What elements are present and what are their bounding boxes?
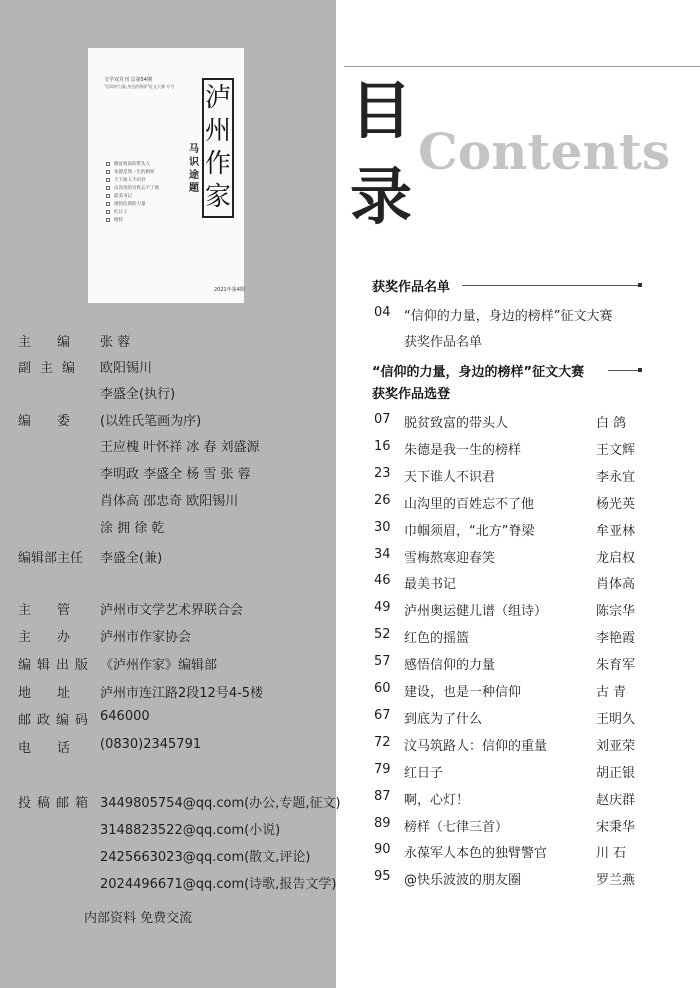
toc-entry-title[interactable]: 红色的摇篮	[404, 631, 470, 646]
chief-editor-label: 主编	[18, 335, 97, 350]
cover-title-char: 州	[204, 116, 231, 146]
toc-entry-title[interactable]: 脱贫致富的带头人	[404, 416, 509, 431]
address-label: 地址	[18, 686, 97, 701]
cover-list-item: 红日子	[106, 208, 186, 216]
checkbox-square-icon	[106, 162, 110, 166]
toc-page-number: 07	[374, 412, 391, 427]
email-address[interactable]: 3148823522@qq.com(小说)	[100, 823, 281, 838]
phone-label: 电话	[18, 741, 97, 756]
checkbox-square-icon	[106, 210, 110, 214]
cover-list-item: 天下谁人不识君	[106, 176, 186, 184]
toc-page-number: 23	[374, 466, 391, 481]
section-rule	[462, 285, 638, 286]
sponsor-value: 泸州市作家协会	[100, 630, 192, 645]
toc-page-number: 49	[374, 600, 391, 615]
cover-list-item: 感悟信仰的力量	[106, 200, 186, 208]
cover-list-item: 朱德是我一生的榜样	[106, 168, 186, 176]
toc-entry-author: 李永宜	[596, 470, 636, 485]
toc-page-number: 46	[374, 573, 391, 588]
cover-list-item: 榜样	[106, 216, 186, 224]
committee-row: 王应槐 叶怀祥 冰 春 刘盛源	[100, 440, 260, 455]
checkbox-square-icon	[106, 178, 110, 182]
cover-title-char: 泸	[204, 83, 231, 113]
toc-page-number: 30	[374, 520, 391, 535]
cover-title-char: 作	[204, 149, 231, 179]
sponsor-label: 主办	[18, 630, 97, 645]
toc-page-number: 79	[374, 762, 391, 777]
toc-page-number: 52	[374, 627, 391, 642]
committee-row: 涂 拥 徐 乾	[100, 521, 165, 536]
committee-note: (以姓氏笔画为序)	[100, 414, 202, 429]
toc-entry-title[interactable]: 建设，也是一种信仰	[404, 685, 522, 700]
toc-entry-title[interactable]: @快乐波波的朋友圈	[404, 873, 522, 888]
circulation-note: 内部资料 免费交流	[84, 911, 193, 926]
checkbox-square-icon	[106, 218, 110, 222]
cover-issue-line: 文学双月刊 总第54期	[104, 77, 152, 83]
toc-title-char: 目	[350, 74, 413, 147]
toc-entry-author: 赵庆群	[596, 793, 636, 808]
toc-entry-title[interactable]: 朱德是我一生的榜样	[404, 443, 522, 458]
masthead-panel	[0, 0, 341, 988]
magazine-cover-image	[88, 48, 244, 303]
toc-entry-title[interactable]: “信仰的力量，身边的榜样”征文大赛	[404, 309, 613, 324]
deputy-editor-name: 欧阳锡川	[100, 361, 153, 376]
cover-issue-number: 2021年第4期	[214, 287, 245, 293]
toc-entry-title[interactable]: 永葆军人本色的独臂警官	[404, 846, 548, 861]
toc-page-number: 95	[374, 869, 391, 884]
toc-entry-title[interactable]: 山沟里的百姓忘不了他	[404, 497, 535, 512]
section-rule-dot	[638, 368, 642, 372]
toc-entry-author: 王明久	[596, 712, 636, 727]
toc-entry-title[interactable]: 啊，心灯！	[404, 793, 470, 808]
cover-list-item: 最美书记	[106, 192, 186, 200]
toc-page-number: 89	[374, 816, 391, 831]
email-address[interactable]: 2024496671@qq.com(诗歌,报告文学)	[100, 877, 337, 892]
toc-entry-author: 胡正银	[596, 766, 636, 781]
cover-title	[202, 78, 234, 218]
checkbox-square-icon	[106, 170, 110, 174]
toc-page-number: 04	[374, 305, 391, 320]
section-heading: 获奖作品选登	[372, 387, 451, 402]
checkbox-square-icon	[106, 186, 110, 190]
cover-contents-list	[106, 160, 186, 224]
toc-page-number: 57	[374, 654, 391, 669]
toc-entry-title[interactable]: 红日子	[404, 766, 444, 781]
toc-entry-author: 川 石	[596, 846, 627, 861]
top-rule	[344, 66, 700, 67]
committee-label: 编委	[18, 414, 97, 429]
cover-list-item: 山沟里的百姓忘不了他	[106, 184, 186, 192]
toc-entry-title[interactable]: 汶马筑路人：信仰的重量	[404, 739, 548, 754]
toc-page-number: 90	[374, 842, 391, 857]
toc-entry-title[interactable]: 巾帼须眉，“北方”脊梁	[404, 524, 535, 539]
section-rule	[608, 370, 638, 371]
toc-entry-author: 杨光英	[596, 497, 636, 512]
supervisor-value: 泸州市文学艺术界联合会	[100, 603, 244, 618]
cover-list-item: 脱贫致富的带头人	[106, 160, 186, 168]
toc-entry-title[interactable]: 雪梅熬寒迎春笑	[404, 551, 496, 566]
toc-entry-author: 朱育军	[596, 658, 636, 673]
toc-page-number: 87	[374, 789, 391, 804]
postcode-label: 邮政编码	[18, 713, 95, 728]
toc-entry-author: 王文辉	[596, 443, 636, 458]
section-heading: 获奖作品名单	[372, 280, 451, 295]
toc-entry-author: 李艳霞	[596, 631, 636, 646]
toc-entry-title[interactable]: 榜样（七律三首）	[404, 820, 509, 835]
toc-title-char: 录	[350, 160, 413, 233]
chief-editor-name: 张 蓉	[100, 335, 131, 350]
checkbox-square-icon	[106, 194, 110, 198]
toc-entry-title[interactable]: 泸州奥运健儿谱（组诗）	[404, 604, 548, 619]
toc-entry-author: 宋秉华	[596, 820, 636, 835]
toc-entry-author: 白 鸽	[596, 416, 627, 431]
toc-page-number: 72	[374, 735, 391, 750]
section-heading: “信仰的力量，身边的榜样”征文大赛	[372, 365, 585, 380]
toc-page-number: 60	[374, 681, 391, 696]
email-address[interactable]: 2425663023@qq.com(散文,评论)	[100, 850, 311, 865]
cover-subtitle-line: "信仰的力量,身边的榜样"征文大赛 专号	[104, 84, 175, 89]
toc-entry-author: 肖体高	[596, 577, 636, 592]
toc-entry-title[interactable]: 感悟信仰的力量	[404, 658, 496, 673]
address-value: 泸州市连江路2段12号4-5楼	[100, 686, 264, 701]
committee-row: 李明政 李盛全 杨 雪 张 蓉	[100, 467, 251, 482]
email-address[interactable]: 3449805754@qq.com(办公,专题,征文)	[100, 796, 341, 811]
toc-page-number: 26	[374, 493, 391, 508]
toc-page-number: 16	[374, 439, 391, 454]
toc-page-number: 67	[374, 708, 391, 723]
toc-entry-title[interactable]: 天下谁人不识君	[404, 470, 496, 485]
committee-row: 肖体高 邵忠奇 欧阳锡川	[100, 494, 239, 509]
postcode-value: 646000	[100, 709, 150, 724]
section-rule-dot	[638, 283, 642, 287]
office-director-name: 李盛全(兼)	[100, 551, 163, 566]
deputy-editor-label: 副主编	[18, 361, 85, 376]
toc-entry-title[interactable]: 获奖作品名单	[404, 335, 483, 350]
publisher-label: 编辑出版	[18, 658, 95, 673]
phone-value: (0830)2345791	[100, 737, 202, 752]
toc-entry-author: 刘亚荣	[596, 739, 636, 754]
checkbox-square-icon	[106, 202, 110, 206]
email-label: 投稿邮箱	[18, 796, 95, 811]
toc-entry-author: 陈宗华	[596, 604, 636, 619]
cover-calligraphy-signature: 马识途题	[189, 144, 199, 194]
supervisor-label: 主管	[18, 603, 97, 618]
toc-page-number: 34	[374, 547, 391, 562]
toc-entry-title[interactable]: 最美书记	[404, 577, 457, 592]
publisher-value: 《泸州作家》编辑部	[100, 658, 218, 673]
toc-entry-title[interactable]: 到底为了什么	[404, 712, 483, 727]
contents-heading: Contents	[418, 122, 671, 181]
toc-entry-author: 龙启权	[596, 551, 636, 566]
toc-entry-author: 古 青	[596, 685, 627, 700]
cover-title-char: 家	[204, 182, 231, 212]
toc-entry-author: 牟亚林	[596, 524, 636, 539]
office-director-label: 编辑部主任	[18, 551, 84, 566]
deputy-editor-name: 李盛全(执行)	[100, 387, 176, 402]
toc-entry-author: 罗兰燕	[596, 873, 636, 888]
